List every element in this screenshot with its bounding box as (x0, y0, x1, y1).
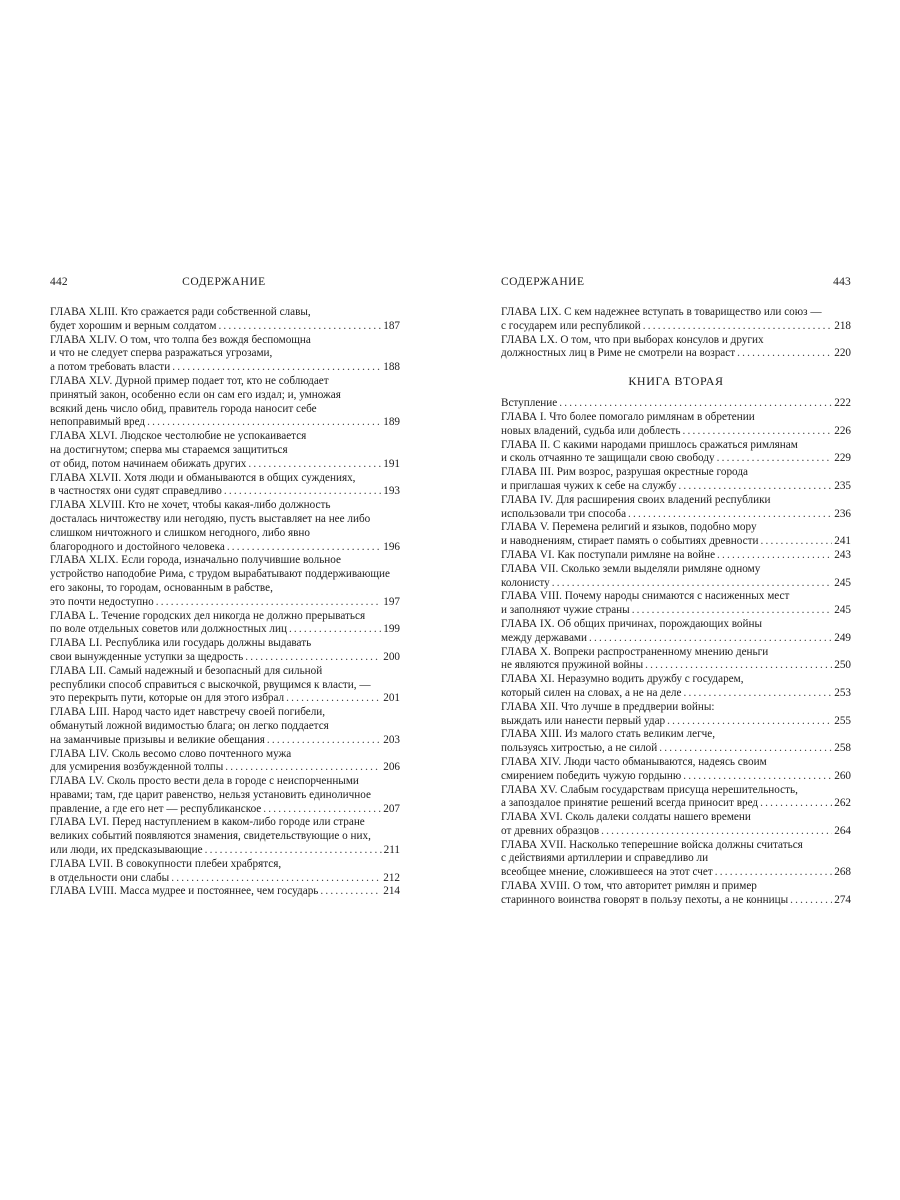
toc-entry-last-line (501, 480, 851, 494)
toc-entry-line: Вступление (501, 397, 558, 410)
toc-entry-line: ГЛАВА LI. Республика или государь должны выдавать (50, 637, 312, 650)
toc-entry-last-line (501, 452, 851, 466)
toc-entry-line: для усмирения возбужденной толпы (50, 761, 224, 774)
toc-entry-last-line (50, 458, 400, 472)
toc-page-number: 274 (834, 893, 851, 906)
toc-entry (501, 439, 851, 467)
toc-page-number: 200 (383, 650, 400, 663)
dot-leader (645, 659, 832, 673)
dot-leader (248, 458, 381, 472)
toc-page-number: 250 (834, 659, 851, 672)
toc-entry-line: свои вынужденные уступки за щедрость (50, 650, 244, 663)
toc-entry-last-line (501, 866, 851, 880)
toc-page-number: 249 (834, 631, 851, 644)
toc-entry (501, 397, 851, 411)
toc-entry-line: ГЛАВА II. С какими народами пришлось сражаться римлянам (501, 438, 798, 451)
dot-leader (171, 872, 381, 886)
toc-entry (501, 756, 851, 784)
toc-page-number: 264 (834, 824, 851, 837)
toc-entry-line: ГЛАВА XIV. Люди часто обманываются, надеясь своим (501, 755, 767, 768)
toc-entry-line: а запоздалое принятие решений всегда приносит вред (501, 797, 759, 810)
toc-page-number: 212 (383, 871, 400, 884)
toc-entry-line: пользуясь хитростью, а не силой (501, 742, 658, 755)
toc-entry (50, 472, 400, 500)
toc-entry (50, 706, 400, 747)
toc-entry (501, 701, 851, 729)
toc-entry-line: ГЛАВА LIX. С кем надежнее вступать в товарищество или союз — (501, 306, 822, 318)
toc-entry-line: и что не следует сперва разражаться угрозами, (50, 347, 273, 360)
toc-page-number: 236 (834, 507, 851, 520)
toc-entry-last-line (50, 651, 400, 665)
toc-page-number: 218 (834, 319, 851, 332)
toc-entry-last-line (50, 361, 400, 375)
toc-page-number: 268 (834, 866, 851, 879)
toc-entry-line: ГЛАВА VII. Сколько земли выделяли римляне одному (501, 562, 761, 575)
dot-leader (683, 687, 832, 701)
toc-entry-line: не являются пружиной войны (501, 659, 644, 672)
toc-entry (50, 610, 400, 638)
toc-entry-line: старинного воинства говорят в пользу пехоты, а не конницы (501, 893, 789, 906)
toc-entry-line: и заполняют чужие страны (501, 604, 630, 617)
toc-entry-line: ГЛАВА LIII. Народ часто идет навстречу своей погибели, (50, 706, 326, 719)
toc-entry-last-line (50, 872, 400, 886)
toc-entry-line: новых владений, судьба или доблесть (501, 424, 681, 437)
toc-entry-last-line (50, 734, 400, 748)
toc-page-number: 207 (383, 802, 400, 815)
toc-entry-line: в частностях они судят справедливо (50, 485, 222, 498)
toc-entry-line: непоправимый вред (50, 416, 146, 429)
dot-leader (245, 651, 381, 665)
toc-entry-line: принятый закон, особенно если он сам его издал; и, умножая (50, 388, 341, 401)
dot-leader (552, 577, 832, 591)
dot-leader (717, 452, 833, 466)
toc-entry-last-line (50, 596, 400, 610)
toc-entry-last-line (50, 541, 400, 555)
toc-entry-line: с действиями артиллерии и справедливо ли (501, 852, 709, 865)
toc-entry-last-line (50, 803, 400, 817)
toc-entry-line: или люди, их предсказывающие (50, 844, 203, 857)
dot-leader (715, 866, 832, 880)
toc-entry-line: устройство наподобие Рима, с трудом вырабатывают поддерживающие (50, 568, 390, 581)
toc-entry (50, 554, 400, 609)
right-page-header (501, 276, 851, 294)
right-toc-list (501, 397, 851, 907)
toc-entry-line: ГЛАВА VI. Как поступали римляне на войне (501, 548, 716, 561)
toc-page-number: 188 (383, 361, 400, 374)
toc-entry-line: ГЛАВА XV. Слабым государствам присуща нерешительность, (501, 783, 798, 796)
toc-page-number: 193 (383, 485, 400, 498)
toc-page-number: 229 (834, 452, 851, 465)
toc-page-number: 245 (834, 576, 851, 589)
toc-entry-line: и сколь отчаянно те защищали свою свободу (501, 452, 715, 465)
dot-leader (224, 485, 381, 499)
toc-entry-line: ГЛАВА XVI. Сколь далеки солдаты нашего времени (501, 811, 751, 824)
right-toc-list-top (501, 306, 851, 361)
dot-leader (147, 416, 381, 430)
toc-entry-last-line (501, 715, 851, 729)
dot-leader (263, 803, 381, 817)
toc-entry-line: слишком ничтожного и слишком негодного, либо явно (50, 526, 310, 539)
toc-entry (501, 590, 851, 618)
toc-entry-line: всеобщее мнение, сложившееся на этот счет (501, 866, 713, 879)
toc-entry-last-line (501, 659, 851, 673)
toc-entry-line: ГЛАВА XLVIII. Кто не хочет, чтобы какая-либо должность (50, 499, 331, 512)
toc-entry (501, 673, 851, 701)
toc-entry-last-line (50, 761, 400, 775)
toc-entry-line: ГЛАВА LVII. В совокупности плебеи храбрятся, (50, 857, 282, 870)
toc-entry-last-line (501, 770, 851, 784)
toc-page-number: 197 (383, 595, 400, 608)
dot-leader (559, 397, 832, 411)
toc-entry (50, 499, 400, 554)
toc-entry-last-line (501, 825, 851, 839)
toc-entry-line: всякий день число обид, правитель города наносит себе (50, 402, 317, 415)
toc-entry-line: республики способ справиться с выскочкой, рвущимся к власти, — (50, 678, 371, 691)
toc-entry-last-line (50, 320, 400, 334)
toc-entry-line: нравами; там, где царит равенство, нельзя установить единоличное (50, 788, 371, 801)
toc-page-number: 260 (834, 769, 851, 782)
toc-entry (50, 637, 400, 665)
dot-leader (737, 347, 832, 361)
toc-entry-line: ГЛАВА IV. Для расширения своих владений республики (501, 493, 771, 506)
toc-entry-line: его законы, то городам, основанным в рабстве, (50, 581, 273, 594)
toc-entry-line: благородного и достойного человека (50, 540, 225, 553)
toc-page-number: 189 (383, 416, 400, 429)
toc-page-number: 243 (834, 548, 851, 561)
toc-entry-line: от древних образцов (501, 824, 600, 837)
toc-entry-last-line (50, 416, 400, 430)
toc-entry-line: досталась ничтожеству или негодяю, пусть выставляет на нее либо (50, 512, 371, 525)
toc-entry-line: ГЛАВА XLVI. Людское честолюбие не успокаивается (50, 430, 307, 443)
toc-entry-line: и наводнениям, стирает память о событиях древности (501, 535, 759, 548)
toc-entry (501, 880, 851, 908)
toc-entry-line: обманутый ложной видимостью блага; он легко поддается (50, 719, 329, 732)
toc-entry-line: на заманчивые призывы и великие обещания (50, 733, 265, 746)
toc-entry-line: ГЛАВА III. Рим возрос, разрушая окрестные города (501, 466, 748, 479)
toc-entry (50, 375, 400, 430)
dot-leader (643, 320, 832, 334)
toc-entry (50, 885, 400, 899)
toc-entry-line: правление, а где его нет — республиканское (50, 802, 262, 815)
toc-page-number: 206 (383, 761, 400, 774)
toc-entry-line: от обид, потом начинаем обижать других (50, 457, 247, 470)
toc-entry (50, 334, 400, 375)
dot-leader (632, 604, 833, 618)
toc-entry-line: ГЛАВА XLIV. О том, что толпа без вождя беспомощна (50, 333, 311, 346)
toc-entry-last-line (501, 797, 851, 811)
toc-entry-last-line (50, 692, 400, 706)
toc-entry-last-line (501, 604, 851, 618)
toc-entry (501, 811, 851, 839)
toc-entry-line: ГЛАВА X. Вопреки распространенному мнению деньги (501, 645, 769, 658)
toc-entry-line: на достигнутом; сперва мы стараемся защититься (50, 443, 288, 456)
toc-entry (501, 466, 851, 494)
toc-page-number: 262 (834, 797, 851, 810)
toc-entry-line: это перекрыть пути, которые он для этого избрал (50, 692, 285, 705)
toc-entry-line: ГЛАВА LII. Самый надежный и безопасный для сильной (50, 664, 323, 677)
toc-entry-line: ГЛАВА IX. Об общих причинах, порождающих войны (501, 617, 763, 630)
toc-page-number: 196 (383, 540, 400, 553)
toc-entry-line: и приглашая чужих к себе на службу (501, 479, 677, 492)
toc-entry-line: с государем или республикой (501, 319, 641, 332)
dot-leader (682, 425, 832, 439)
toc-page-number: 187 (383, 319, 400, 332)
toc-page-number: 258 (834, 742, 851, 755)
toc-entry-last-line (501, 549, 851, 563)
toc-entry-line: а потом требовать власти (50, 361, 171, 374)
dot-leader (172, 361, 381, 375)
toc-entry-last-line (501, 687, 851, 701)
toc-entry (501, 549, 851, 563)
toc-page-number: 214 (383, 885, 400, 898)
toc-entry (501, 784, 851, 812)
toc-entry-line: ГЛАВА XVII. Насколько теперешние войска должны считаться (501, 838, 803, 851)
toc-entry-last-line (50, 623, 400, 637)
toc-page-number: 245 (834, 604, 851, 617)
toc-entry (50, 816, 400, 857)
left-page (50, 276, 400, 899)
toc-entry-line: великих событий появляются знамения, свидетельствующие о них, (50, 830, 371, 843)
toc-entry-last-line (501, 508, 851, 522)
toc-entry (50, 775, 400, 816)
toc-entry-last-line (501, 347, 851, 361)
toc-entry-line: по воле отдельных советов или должностных лиц (50, 623, 287, 636)
toc-entry-line: должностных лиц в Риме не смотрели на возраст (501, 347, 736, 360)
toc-entry-line: использовали три способа (501, 507, 627, 520)
toc-entry-line: который силен на словах, а не на деле (501, 686, 682, 699)
dot-leader (218, 320, 381, 334)
toc-entry-line: ГЛАВА XVIII. О том, что авторитет римлян и пример (501, 880, 757, 893)
toc-page-number: 235 (834, 479, 851, 492)
toc-entry-line: смирением победить чужую гордыню (501, 769, 682, 782)
dot-leader (286, 692, 381, 706)
toc-entry-last-line (501, 577, 851, 591)
toc-entry (501, 728, 851, 756)
toc-entry-last-line (50, 844, 400, 858)
toc-entry (501, 618, 851, 646)
toc-page-number: 226 (834, 424, 851, 437)
toc-entry (50, 748, 400, 776)
left-page-header (50, 276, 400, 294)
toc-entry (50, 306, 400, 334)
dot-leader (683, 770, 832, 784)
toc-entry-line: ГЛАВА XLVII. Хотя люди и обманываются в общих суждениях, (50, 471, 356, 484)
toc-entry-last-line (501, 535, 851, 549)
toc-page-number: 255 (834, 714, 851, 727)
right-page (501, 276, 851, 908)
dot-leader (267, 734, 381, 748)
toc-entry-line: ГЛАВА LVI. Перед наступлением в каком-либо городе или стране (50, 816, 365, 829)
toc-entry (501, 411, 851, 439)
toc-entry (501, 494, 851, 522)
toc-entry-line: ГЛАВА LVIII. Масса мудрее и постояннее, чем государь (50, 885, 319, 898)
dot-leader (678, 480, 832, 494)
toc-entry-line: ГЛАВА V. Перемена религий и языков, подобно мору (501, 521, 757, 534)
dot-leader (205, 844, 382, 858)
dot-leader (601, 825, 832, 839)
dot-leader (790, 894, 832, 908)
toc-page-number: 211 (383, 844, 400, 857)
toc-page-number: 203 (383, 733, 400, 746)
toc-entry-last-line (50, 885, 400, 899)
toc-entry-line: ГЛАВА XLV. Дурной пример подает тот, кто не соблюдает (50, 374, 329, 387)
left-running-title: СОДЕРЖАНИЕ (182, 276, 266, 288)
toc-entry-line: ГЛАВА XLIX. Если города, изначально получившие вольное (50, 554, 341, 567)
dot-leader (289, 623, 381, 637)
toc-entry-line: ГЛАВА L. Течение городских дел никогда не должно прерываться (50, 609, 366, 622)
dot-leader (667, 715, 832, 729)
dot-leader (717, 549, 832, 563)
dot-leader (320, 885, 381, 899)
toc-entry (501, 563, 851, 591)
dot-leader (659, 742, 832, 756)
toc-entry-line: ГЛАВА XI. Неразумно водить дружбу с государем, (501, 673, 744, 686)
toc-entry-last-line (501, 632, 851, 646)
toc-entry (501, 521, 851, 549)
toc-page-number: 191 (383, 457, 400, 470)
toc-page-number: 220 (834, 347, 851, 360)
toc-entry-line: ГЛАВА I. Что более помогало римлянам в обретении (501, 410, 755, 423)
toc-page-number: 253 (834, 686, 851, 699)
toc-entry-line: колонисту (501, 576, 550, 589)
dot-leader (628, 508, 832, 522)
book-two-heading: КНИГА ВТОРАЯ (628, 374, 724, 389)
toc-entry (501, 839, 851, 880)
toc-page-number: 199 (383, 623, 400, 636)
toc-entry-line: ГЛАВА VIII. Почему народы снимаются с насиженных мест (501, 590, 790, 603)
toc-entry-line: будет хорошим и верным солдатом (50, 319, 217, 332)
toc-entry-last-line (501, 320, 851, 334)
toc-entry-last-line (501, 397, 851, 411)
toc-page-number: 222 (834, 397, 851, 410)
toc-page-number: 241 (834, 535, 851, 548)
toc-entry (501, 306, 851, 334)
toc-entry-line: ГЛАВА XIII. Из малого стать великим легче, (501, 728, 716, 741)
toc-entry-line: ГЛАВА LIV. Сколь весомо слово почтенного мужа (50, 747, 292, 760)
dot-leader (589, 632, 832, 646)
toc-entry-last-line (50, 485, 400, 499)
toc-entry-last-line (501, 894, 851, 908)
toc-page-number: 201 (383, 692, 400, 705)
left-toc-list (50, 306, 400, 899)
dot-leader (156, 596, 381, 610)
right-running-title: СОДЕРЖАНИЕ (501, 276, 585, 288)
dot-leader (760, 535, 832, 549)
toc-entry (50, 665, 400, 706)
dot-leader (225, 761, 381, 775)
toc-entry-line: это почти недоступно (50, 595, 154, 608)
toc-entry-line: ГЛАВА XII. Что лучше в преддверии войны: (501, 700, 715, 713)
toc-entry-line: между державами (501, 631, 587, 644)
toc-entry (50, 858, 400, 886)
toc-entry-line: ГЛАВА LX. О том, что при выборах консулов и других (501, 333, 764, 346)
left-page-number: 442 (50, 276, 68, 288)
toc-entry-line: ГЛАВА XLIII. Кто сражается ради собственной славы, (50, 306, 311, 318)
right-page-number: 443 (833, 276, 851, 288)
toc-entry (50, 430, 400, 471)
toc-entry-last-line (501, 742, 851, 756)
toc-entry (501, 334, 851, 362)
dot-leader (760, 797, 832, 811)
toc-entry-last-line (501, 425, 851, 439)
toc-entry-line: в отдельности они слабы (50, 871, 170, 884)
toc-entry (501, 646, 851, 674)
dot-leader (227, 541, 381, 555)
toc-entry-line: ГЛАВА LV. Сколь просто вести дела в городе с неиспорченными (50, 775, 359, 788)
toc-entry-line: выждать или нанести первый удар (501, 714, 666, 727)
